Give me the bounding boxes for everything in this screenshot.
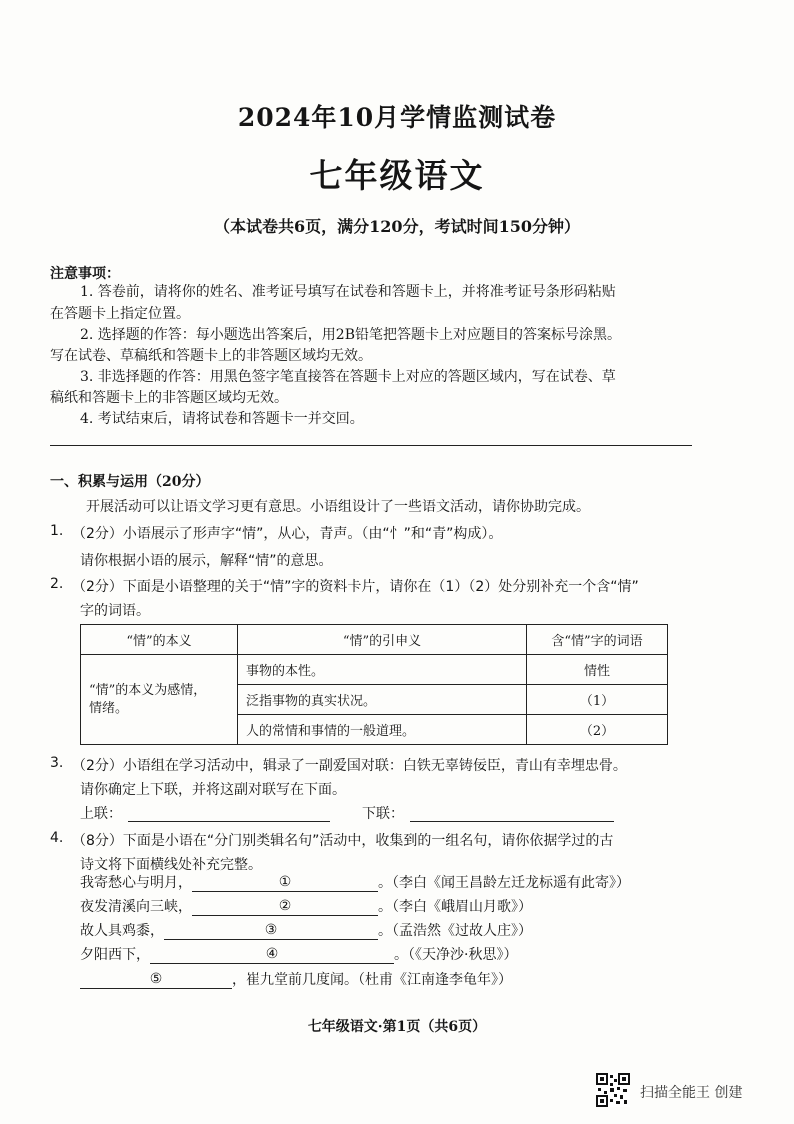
poem-line (80, 920, 532, 940)
notice-line: 稿纸和答题卡上的非答题区域均无效。 (50, 390, 288, 406)
exam-title: 2024年10月学情监测试卷 (237, 103, 557, 132)
fill-blank[interactable] (192, 897, 378, 916)
poem-source: ，崔九堂前几度闻。（杜甫《江南逢李龟年》） (232, 972, 512, 988)
notice-line: 2. 选择题的作答：每小题选出答案后，用2B铅笔把答题卡上对应题目的答案标号涂黑。 (80, 327, 622, 343)
table-header-cell: “情”的本义 (81, 625, 238, 655)
notice-heading: 注意事项： (50, 266, 120, 282)
qr-code-icon (596, 1073, 630, 1107)
table-cell: 事物的本性。 (238, 655, 527, 685)
poem-text: 夕阳西下， (80, 947, 150, 963)
question-number: 4. (50, 830, 64, 846)
table-row (81, 655, 668, 685)
question-number: 3. (50, 755, 64, 771)
q2-text: 字的词语。 (80, 603, 150, 619)
notice-line: 1. 答卷前，请将你的姓名、准考证号填写在试卷和答题卡上，并将准考证号条形码粘贴 (80, 284, 616, 300)
table-header-row (81, 625, 668, 655)
question-number: 1. (50, 523, 64, 539)
scanner-brand: 扫描全能王 创建 (640, 1085, 743, 1101)
lower-couplet-blank[interactable] (410, 803, 614, 822)
table-cell: 人的常情和事情的一般道理。 (238, 715, 527, 745)
info-card-table (80, 624, 668, 745)
upper-couplet-blank[interactable] (128, 803, 330, 822)
notice-line: 写在试卷、草稿纸和答题卡上的非答题区域均无效。 (50, 348, 372, 364)
fill-blank[interactable] (192, 873, 378, 892)
poem-source: 。（《天净沙·秋思》） (394, 947, 518, 963)
section-intro: 开展活动可以让语文学习更有意思。小语组设计了一些语文活动，请你协助完成。 (86, 499, 590, 515)
subject-title: 七年级语文 (309, 156, 485, 195)
q4-text: 诗文将下面横线处补充完整。 (80, 857, 262, 873)
table-cell: （1） (527, 685, 668, 715)
lower-couplet-label: 下联： (362, 806, 404, 822)
poem-source: 。（李白《峨眉山月歌》） (378, 899, 532, 915)
blank-mark: ③ (264, 922, 278, 938)
exam-info: （本试卷共6页，满分120分，考试时间150分钟） (214, 217, 580, 236)
poem-line (80, 896, 532, 916)
q3-text: 请你确定上下联，并将这副对联写在下面。 (80, 782, 346, 798)
origin-meaning-line: 情绪。 (89, 700, 129, 716)
blank-mark: ① (278, 874, 292, 890)
table-cell: （2） (527, 715, 668, 745)
section-heading: 一、积累与运用（20分） (50, 474, 210, 490)
q4-text: （8分）下面是小语在“分门别类辑名句”活动中，收集到的一组名句，请你依据学过的古 (72, 833, 614, 849)
poem-line (80, 944, 517, 964)
table-cell: 泛指事物的真实状况。 (238, 685, 527, 715)
divider (50, 445, 692, 446)
poem-source: 。（孟浩然《过故人庄》） (378, 923, 532, 939)
notice-line: 在答题卡上指定位置。 (50, 306, 190, 322)
poem-line (80, 872, 630, 892)
notice-line: 4. 考试结束后，请将试卷和答题卡一并交回。 (80, 411, 364, 427)
poem-source: 。（李白《闻王昌龄左迁龙标遥有此寄》） (378, 875, 630, 891)
fill-blank[interactable] (150, 945, 394, 964)
blank-mark: ② (278, 898, 292, 914)
table-header-cell: “情”的引申义 (238, 625, 527, 655)
table-cell: 情性 (527, 655, 668, 685)
question-number: 2. (50, 576, 64, 592)
q1-text: 请你根据小语的展示，解释“情”的意思。 (80, 553, 333, 569)
table-header-cell: 含“情”字的词语 (527, 625, 668, 655)
q2-text: （2分）下面是小语整理的关于“情”字的资料卡片，请你在（1）（2）处分别补充一个含“情” (72, 579, 639, 595)
q1-text: （2分）小语展示了形声字“情”，从心，青声。（由“忄”和“青”构成）。 (72, 526, 503, 542)
poem-text: 故人具鸡黍， (80, 923, 164, 939)
fill-blank[interactable] (80, 970, 232, 989)
poem-line (80, 969, 512, 989)
poem-text: 夜发清溪向三峡， (80, 899, 192, 915)
origin-meaning-cell (81, 655, 238, 745)
blank-mark: ⑤ (149, 971, 163, 987)
q3-text: （2分）小语组在学习活动中，辑录了一副爱国对联：白铁无辜铸佞臣，青山有幸埋忠骨。 (72, 758, 627, 774)
origin-meaning-line: “情”的本义为感情， (89, 682, 207, 698)
fill-blank[interactable] (164, 921, 378, 940)
page-footer: 七年级语文·第1页（共6页） (307, 1019, 487, 1035)
upper-couplet-label: 上联： (80, 806, 122, 822)
blank-mark: ④ (265, 946, 279, 962)
poem-text: 我寄愁心与明月， (80, 875, 192, 891)
notice-line: 3. 非选择题的作答：用黑色签字笔直接答在答题卡上对应的答题区域内，写在试卷、草 (80, 369, 616, 385)
